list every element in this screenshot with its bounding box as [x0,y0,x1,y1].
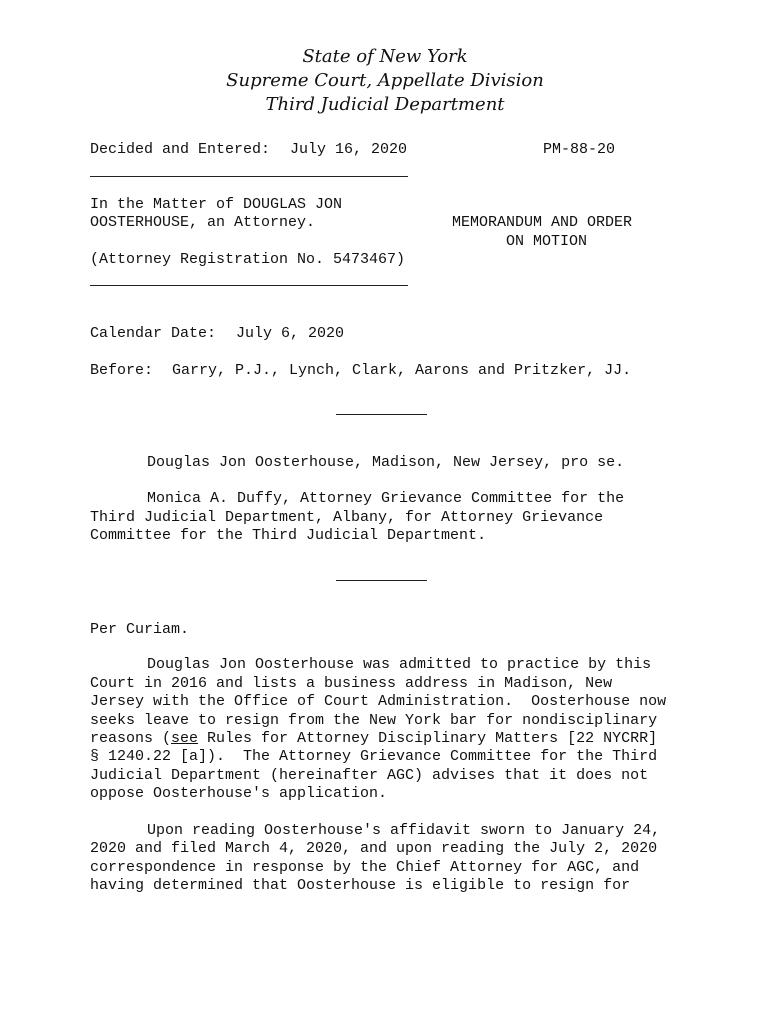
opinion-p1-line4: seeks leave to resign from the New York bar for nondisciplinary [90,712,658,729]
order-type-line1: MEMORANDUM AND ORDER [452,214,633,231]
appearance-pro-se: Douglas Jon Oosterhouse, Madison, New Jersey, pro se. [147,454,625,471]
opinion-p1-line5 [90,730,657,748]
before-label: Before: [90,362,154,379]
opinion-p1-line3: Jersey with the Office of Court Administration. Oosterhouse now [90,693,667,710]
opinion-p2-line4: having determined that Oosterhouse is eligible to resign for [90,877,631,894]
opinion-p2-line3: correspondence in response by the Chief Attorney for AGC, and [90,859,640,876]
appearance-agc-line3: Committee for the Third Judicial Department. [90,527,487,544]
opinion-p2-line1: Upon reading Oosterhouse's affidavit sworn to January 24, [147,822,661,839]
opinion-p1-line1: Douglas Jon Oosterhouse was admitted to practice by this [147,656,652,673]
caption-line2: OOSTERHOUSE, an Attorney. [90,214,316,231]
court-name-line3: Third Judicial Department [265,94,505,115]
caption-rule-bottom [90,285,408,286]
calendar-date: July 6, 2020 [236,325,345,342]
appearance-agc-line1: Monica A. Duffy, Attorney Grievance Committee for the [147,490,625,507]
opinion-p1-line5-prefix: reasons ( [90,730,172,747]
opinion-p2-line2: 2020 and filed March 4, 2020, and upon reading the July 2, 2020 [90,840,658,857]
separator-rule-1 [336,414,427,415]
calendar-label: Calendar Date: [90,325,217,342]
docket-number: PM-88-20 [543,141,616,158]
registration-number: (Attorney Registration No. 5473467) [90,251,406,268]
opinion-p1-line2: Court in 2016 and lists a business address in Madison, New [90,675,613,692]
opinion-p1-line5-rest: Rules for Attorney Disciplinary Matters [22 NYCRR] [207,730,658,747]
judges-panel: Garry, P.J., Lynch, Clark, Aarons and Pritzker, JJ. [172,362,632,379]
citation-signal: see [171,730,199,747]
separator-rule-2 [336,580,427,581]
opinion-p1-line7: Judicial Department (hereinafter AGC) advises that it does not [90,767,649,784]
court-name-line2: Supreme Court, Appellate Division [226,70,544,91]
decided-label: Decided and Entered: [90,141,271,158]
order-type-line2: ON MOTION [506,233,588,250]
caption-rule-top [90,176,408,177]
caption-line1: In the Matter of DOUGLAS JON [90,196,343,213]
opinion-p1-line8: oppose Oosterhouse's application. [90,785,388,802]
opinion-p1-line6: § 1240.22 [a]). The Attorney Grievance Committee for the Third [90,748,658,765]
opinion-heading: Per Curiam. [90,621,190,638]
appearance-agc-line2: Third Judicial Department, Albany, for Attorney Grievance [90,509,604,526]
decided-date: July 16, 2020 [290,141,408,158]
court-name-line1: State of New York [302,46,468,67]
